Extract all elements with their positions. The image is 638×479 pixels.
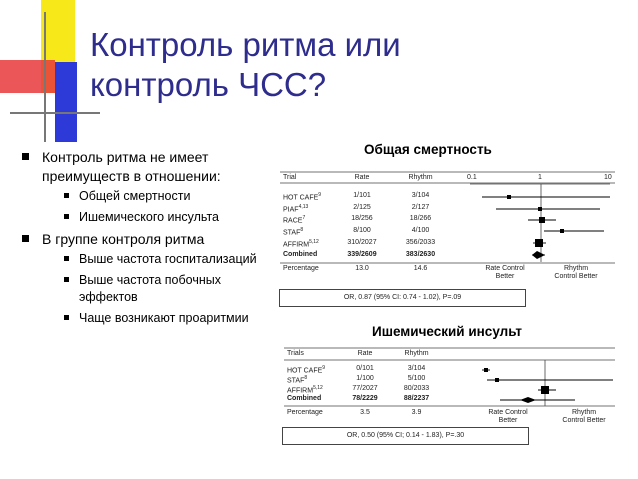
mortality-trial-ref: 8	[300, 227, 304, 234]
mortality-rhythm-cell: 356/2033	[405, 238, 436, 246]
stroke-percentage-rhythm: 3.9	[411, 409, 422, 416]
mortality-trial-label: Combined	[283, 250, 318, 258]
mortality-rhythm-better: Rhythm Control Better	[554, 265, 598, 280]
stroke-header-rhythm: Rhythm	[404, 350, 429, 357]
stroke-rate-cell: 0/101	[356, 365, 374, 372]
stroke-footnote: OR, 0.50 (95% CI; 0.14 - 1.83), P=.30	[282, 427, 529, 445]
sub-bullet-item: Общей смертности	[22, 188, 267, 205]
mortality-trial-ref: 5,12	[309, 238, 319, 245]
mortality-rate-cell: 2/125	[353, 203, 371, 211]
stroke-header-rate: Rate	[357, 350, 373, 357]
stroke-rhythm-cell: 88/2237	[403, 395, 430, 402]
mortality-point	[535, 239, 543, 247]
sub-bullet-item: Выше частота побочных эффектов	[22, 272, 267, 306]
stroke-rate-cell: 78/2229	[352, 395, 378, 402]
mortality-trial-label: RACE	[283, 217, 303, 225]
stroke-rate-better: Rate Control Better	[488, 409, 528, 424]
stroke-point	[495, 378, 499, 382]
stroke-rhythm-better: Rhythm Control Better	[562, 409, 606, 424]
stroke-title: Ишемический инсульт	[372, 324, 522, 339]
mortality-header-rhythm: Rhythm	[408, 174, 433, 181]
sub-bullet-item: Чаще возникают проаритмии	[22, 310, 267, 327]
stroke-point	[484, 368, 488, 372]
stroke-trial-label: STAF	[287, 377, 305, 385]
mortality-rate-cell: 8/100	[353, 227, 371, 235]
mortality-percentage-rate: 13.0	[355, 265, 369, 272]
mortality-trial-label: HOT CAFE	[283, 194, 319, 202]
stroke-point	[541, 386, 549, 394]
mortality-rhythm-cell: 2/127	[411, 203, 430, 211]
mortality-header-trial: Trial	[283, 174, 297, 181]
mortality-percentage-rhythm: 14.6	[413, 265, 428, 272]
mortality-trial-label: PIAF	[283, 206, 299, 214]
mortality-rate-better: Rate Control Better	[485, 265, 525, 280]
mortality-footnote: OR, 0.87 (95% CI: 0.74 - 1.02), P=.09	[279, 289, 526, 307]
mortality-tick-1: 1	[538, 174, 542, 181]
mortality-trial-ref: 4,13	[298, 203, 309, 210]
stroke-rhythm-cell: 5/100	[407, 375, 426, 382]
mortality-rhythm-cell: 4/100	[411, 227, 430, 235]
mortality-rate-cell: 1/101	[353, 192, 371, 199]
stroke-rhythm-cell: 3/104	[407, 365, 426, 372]
mortality-rate-cell: 18/256	[351, 215, 373, 223]
stroke-header-trial: Trials	[287, 350, 304, 357]
sub-bullet-item: Выше частота госпитализаций	[22, 251, 267, 268]
stroke-trial-label: Combined	[287, 395, 322, 402]
mortality-percentage-label: Percentage	[283, 265, 319, 272]
mortality-point	[507, 195, 511, 199]
mortality-rhythm-cell: 3/104	[411, 192, 430, 199]
stroke-trial-label: HOT CAFE	[287, 367, 323, 375]
bullet-item: В группе контроля ритма	[22, 230, 267, 249]
mortality-rate-cell: 339/2609	[347, 250, 377, 258]
stroke-percentage-rate: 3.5	[360, 409, 370, 416]
title-line-1: Контроль ритма или	[90, 26, 401, 63]
mortality-trial-label: AFFIRM	[283, 241, 310, 249]
sub-bullet-item: Ишемического инсульта	[22, 209, 267, 226]
stroke-trial-ref: 9	[322, 365, 326, 371]
title-line-2: контроль ЧСС?	[90, 66, 327, 103]
stroke-trial-ref: 5,12	[313, 385, 323, 391]
mortality-point	[539, 217, 545, 223]
mortality-point	[538, 207, 542, 211]
stroke-combined-diamond	[520, 397, 536, 403]
mortality-trial-label: STAF	[283, 229, 301, 237]
mortality-rhythm-cell: 383/2630	[405, 250, 436, 258]
mortality-rhythm-cell: 18/266	[409, 215, 432, 223]
mortality-rate-cell: 310/2027	[347, 238, 377, 246]
mortality-trial-ref: 9	[318, 192, 322, 198]
mortality-tick-10: 10	[604, 174, 612, 181]
mortality-combined-diamond	[532, 251, 545, 259]
stroke-trial-ref: 8	[304, 375, 308, 381]
bullet-item: Контроль ритма не имеет преимуществ в отношении:	[22, 148, 267, 186]
stroke-trial-label: AFFIRM	[287, 387, 314, 395]
mortality-header-rate: Rate	[354, 174, 370, 181]
mortality-trial-ref: 7	[302, 215, 306, 222]
stroke-rate-cell: 77/2027	[352, 385, 378, 392]
mortality-title: Общая смертность	[364, 142, 492, 157]
mortality-point	[560, 229, 564, 233]
stroke-rate-cell: 1/100	[356, 375, 374, 382]
stroke-percentage-label: Percentage	[287, 409, 323, 416]
mortality-tick-0-1: 0.1	[467, 174, 477, 181]
stroke-rhythm-cell: 80/2033	[403, 385, 430, 392]
